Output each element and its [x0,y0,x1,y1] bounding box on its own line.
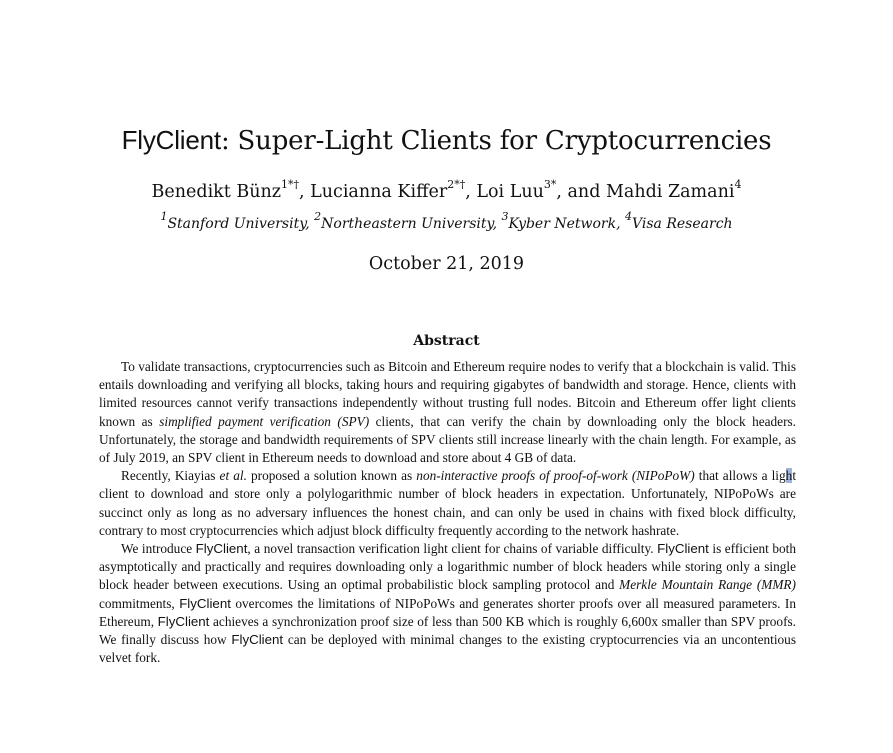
italic-term: non-interactive proofs of proof-of-work (NIPoPoW) [416,468,695,484]
abstract-paragraph [99,540,796,667]
text-run: overcomes the limitations of NIPoPoWs and generates shorter proofs over all measured parameters. In Ethereum, [99,595,796,629]
text-run: We introduce [121,541,196,557]
system-name: FlyClient [179,595,231,611]
text-run: t client to download and store only a polylogarithmic number of block headers in expectation. Unfortunately, NIPoPoWs are succinct only as long as no adversary influences the honest chain, and can only be used in chains with fixed block difficulty, contrary to most cryptocurrencies which adjust block difficulty frequently according to the network hashrate. [99,468,797,538]
author-separator: , [299,182,311,202]
affiliation-number: 2 [314,210,322,224]
author-name: Benedikt Bünz [151,182,281,202]
abstract-body [99,358,796,667]
author-name: Lucianna Kiffer [310,182,448,202]
abstract-paragraph [99,358,796,467]
text-run: Recently, Kiayias [121,468,220,484]
italic-term: et al. [219,468,247,484]
system-name: FlyClient [231,632,284,648]
system-name: FlyClient [157,613,210,629]
affiliation-list [0,210,893,234]
affiliation-name: Northeastern University [321,216,493,232]
abstract-heading: Abstract [413,333,480,349]
author-list [0,180,893,204]
author-affiliation-marks: 2*† [447,178,466,192]
system-name: FlyClient [195,541,248,557]
paper-title [0,124,893,157]
text-run: that allows a lig [694,468,786,484]
text-run: To validate transactions, cryptocurrencies such as Bitcoin and Ethereum require nodes to verify that a blockchain is valid. This entails downloading and verifying all blocks, taking hours and requiring gigabytes of bandwidth and storage. Hence, clients with limited resources cannot verify transactions independently without trusting full nodes. Bitcoin and Ethereum offer light clients known as [99,359,796,429]
text-run: commitments, [99,595,180,611]
publication-date: October 21, 2019 [368,254,525,274]
affiliation-separator: , [616,216,626,232]
abstract-paragraph [99,467,796,540]
author-affiliation-marks: 4 [734,178,742,192]
text-run: is efficient both asymptotically and practically and requires downloading only a logarithmic number of block headers while storing only a single block header between executions. Using an optimal probabilistic block sampling protocol and [99,541,797,593]
affiliation-name: Stanford University [167,216,306,232]
text-run: , a novel transaction verification light client for chains of variable difficulty. [247,541,658,557]
author-separator: , [465,182,477,202]
affiliation-name: Kyber Network [508,216,617,232]
system-name: FlyClient [657,541,709,557]
text-run: proposed a solution known as [246,468,417,484]
affiliation-name: Visa Research [632,216,733,232]
author-separator: , and [556,182,606,202]
author-affiliation-marks: 3* [543,178,557,192]
text-selection-highlight: h [785,468,793,484]
title-system-name: FlyClient [121,125,221,155]
text-run: achieves a synchronization proof size of less than 500 KB which is roughly 6,600x smaller than SPV proofs. We finally discuss how [99,613,796,648]
text-run: can be deployed with minimal changes to the existing cryptocurrencies via an uncontentious velvet fork. [99,632,796,666]
affiliation-number: 4 [625,210,633,224]
author-name: Loi Luu [476,182,544,202]
text-run: clients, that can verify the chain by downloading only the block headers. Unfortunately, the storage and bandwidth requirements of SPV clients still increase linearly with the chain length. For example, as of July 2019, an SPV client in Ethereum needs to download and store about 4 GB of data. [99,413,797,466]
italic-term: Merkle Mountain Range (MMR) [619,577,796,593]
author-name: Mahdi Zamani [605,182,735,202]
italic-term: simplified payment verification (SPV) [159,413,370,429]
title-rest: : Super-Light Clients for Cryptocurrencies [220,126,772,156]
affiliation-separator: , [492,216,502,232]
affiliation-number: 3 [501,210,509,224]
author-affiliation-marks: 1*† [281,178,299,192]
affiliation-number: 1 [160,210,168,224]
affiliation-separator: , [305,216,315,232]
